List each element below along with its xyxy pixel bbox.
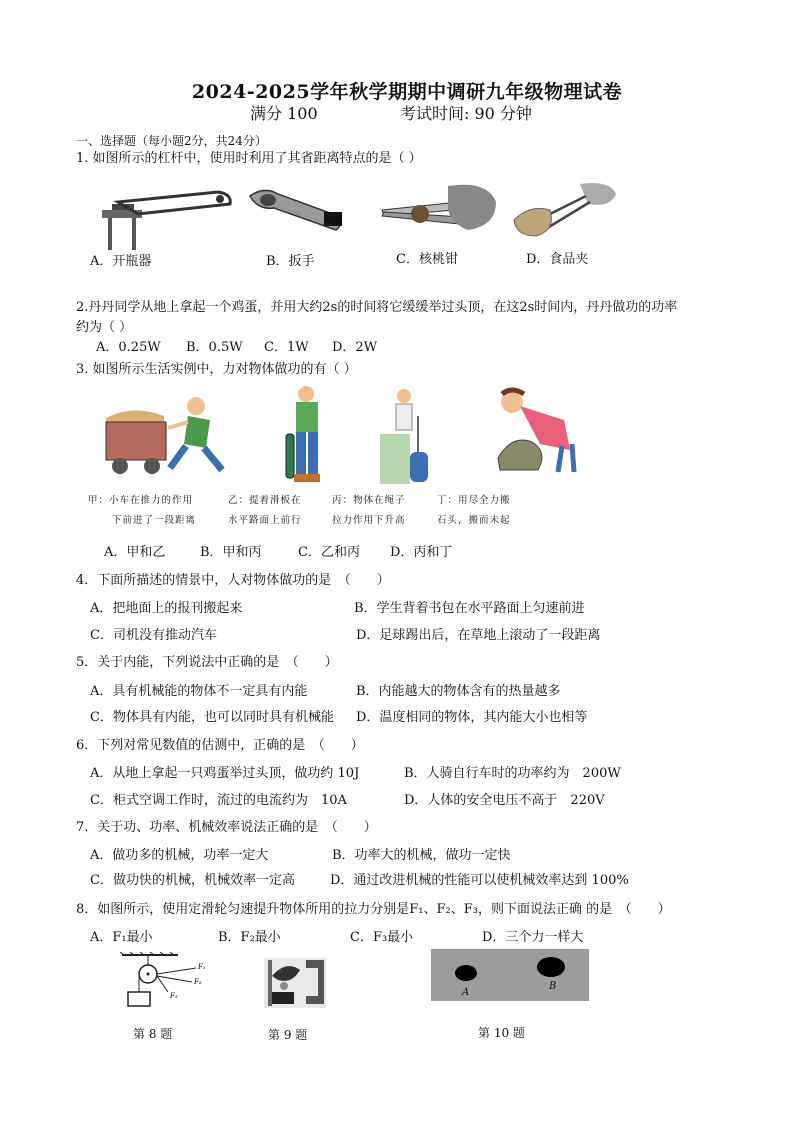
question-4-stem: 4．下面所描述的情景中，人对物体做功的是 （ ） — [76, 573, 390, 588]
q4-option-c: C．司机没有推动汽车 — [90, 628, 217, 643]
q8-option-d: D．三个力一样大 — [482, 930, 584, 945]
figure-9-caption: 第 9 题 — [268, 1028, 308, 1042]
q5-option-b: B．内能越大的物体含有的热量越多 — [356, 684, 561, 699]
question-3-stem: 3. 如图所示生活实例中，力对物体做功的有（ ） — [76, 362, 357, 377]
q3-option-b: B．甲和丙 — [200, 545, 262, 560]
spot-label-b: B — [549, 981, 557, 992]
q4-option-d: D．足球踢出后，在草地上滚动了一段距离 — [356, 628, 601, 643]
q7-option-d: D．通过改进机械的性能可以使机械效率达到 100% — [330, 873, 629, 888]
question-2-stem-line-1: 2.丹丹同学从地上拿起一个鸡蛋，并用大约2s的时间将它缓缓举过头顶，在这2s时间内，丹丹做功的功率 — [76, 300, 678, 315]
caption-yi-line-1: 乙：提着滑板在 — [228, 495, 302, 506]
q8-option-c: C．F₃最小 — [350, 930, 414, 945]
q8-option-b: B．F₂最小 — [218, 930, 281, 945]
caption-bing-line-1: 丙：物体在绳子 — [332, 495, 406, 506]
question-7-stem: 7．关于功、功率、机械效率说法正确的是 （ ） — [76, 820, 377, 835]
question-9-figure — [262, 956, 330, 1010]
q2-option-c: C．1W — [264, 340, 309, 355]
q1-option-d: D．食品夹 — [526, 252, 589, 267]
caption-yi-line-2: 水平路面上前行 — [228, 515, 302, 526]
question-10-figure — [431, 949, 589, 1001]
question-6-stem: 6．下列对常见数值的估测中，正确的是 （ ） — [76, 738, 364, 753]
q4-option-b: B．学生背着书包在水平路面上匀速前进 — [354, 601, 585, 616]
spot-label-a: A — [462, 987, 470, 998]
q4-option-a: A．把地面上的报刊搬起来 — [90, 601, 243, 616]
wrench-icon — [246, 186, 346, 234]
force-label-f1: F₁ — [198, 963, 206, 971]
food-tongs-icon — [510, 180, 620, 240]
question-1-stem: 1. 如图所示的杠杆中，使用时利用了其省距离特点的是（ ） — [76, 151, 422, 166]
lift-stone-illustration — [492, 386, 580, 474]
figure-8-caption: 第 8 题 — [133, 1027, 173, 1041]
caption-jia-line-1: 甲：小车在推力的作用 — [88, 495, 194, 506]
exam-time: 考试时间: 90 分钟 — [400, 104, 532, 123]
caption-jia-line-2: 下前进了一段距离 — [112, 515, 197, 526]
question-8-stem: 8．如图所示，使用定滑轮匀速提升物体所用的拉力分别是F₁、F₂、F₃，则下面说法正确 的是 （ ） — [76, 902, 671, 917]
q6-option-c: C．柜式空调工作时，流过的电流约为 10A — [90, 793, 347, 808]
force-label-f3: F₃ — [170, 992, 178, 1000]
q2-option-a: A．0.25W — [96, 340, 161, 355]
question-5-stem: 5．关于内能，下列说法中正确的是 （ ） — [76, 655, 338, 670]
rope-lift-illustration — [378, 384, 434, 488]
q1-option-c: C．核桃钳 — [396, 252, 458, 267]
nutcracker-icon — [378, 180, 500, 242]
section-heading: 一、选择题（每小题2分，共24分） — [76, 134, 267, 148]
q5-option-d: D．温度相同的物体，其内能大小也相等 — [356, 710, 588, 725]
q5-option-c: C．物体具有内能，也可以同时具有机械能 — [90, 710, 334, 725]
q6-option-a: A．从地上拿起一只鸡蛋举过头顶，做功约 10J — [90, 766, 360, 781]
force-label-f2: F₂ — [194, 978, 202, 986]
q2-option-d: D．2W — [332, 340, 378, 355]
q1-option-b: B．扳手 — [266, 254, 315, 269]
question-2-stem-line-2: 约为（ ） — [76, 320, 133, 335]
q3-option-c: C．乙和丙 — [298, 545, 360, 560]
q3-option-a: A．甲和乙 — [104, 545, 166, 560]
carry-skateboard-illustration — [282, 384, 332, 488]
caption-bing-line-2: 拉力作用下升高 — [332, 515, 406, 526]
q8-option-a: A．F₁最小 — [90, 930, 153, 945]
figure-10-caption: 第 10 题 — [478, 1026, 525, 1040]
push-cart-illustration — [100, 396, 235, 482]
q6-option-d: D．人体的安全电压不高于 220V — [404, 793, 605, 808]
q6-option-b: B．人骑自行车时的功率约为 200W — [404, 766, 621, 781]
q5-option-a: A．具有机械能的物体不一定具有内能 — [90, 684, 308, 699]
caption-ding-line-1: 丁：用尽全力搬 — [437, 495, 511, 506]
full-score: 满分 100 — [250, 104, 318, 123]
bottle-opener-icon — [98, 180, 238, 252]
q3-option-d: D．丙和丁 — [390, 545, 453, 560]
exam-title: 2024-2025学年秋学期期中调研九年级物理试卷 — [191, 81, 623, 103]
fixed-pulley-figure — [118, 952, 214, 1010]
caption-ding-line-2: 石头，搬而未起 — [437, 515, 511, 526]
q1-option-a: A．开瓶器 — [90, 254, 152, 269]
q7-option-c: C．做功快的机械，机械效率一定高 — [90, 873, 295, 888]
q7-option-a: A．做功多的机械，功率一定大 — [90, 848, 269, 863]
q2-option-b: B．0.5W — [186, 340, 243, 355]
q7-option-b: B．功率大的机械，做功一定快 — [332, 848, 511, 863]
